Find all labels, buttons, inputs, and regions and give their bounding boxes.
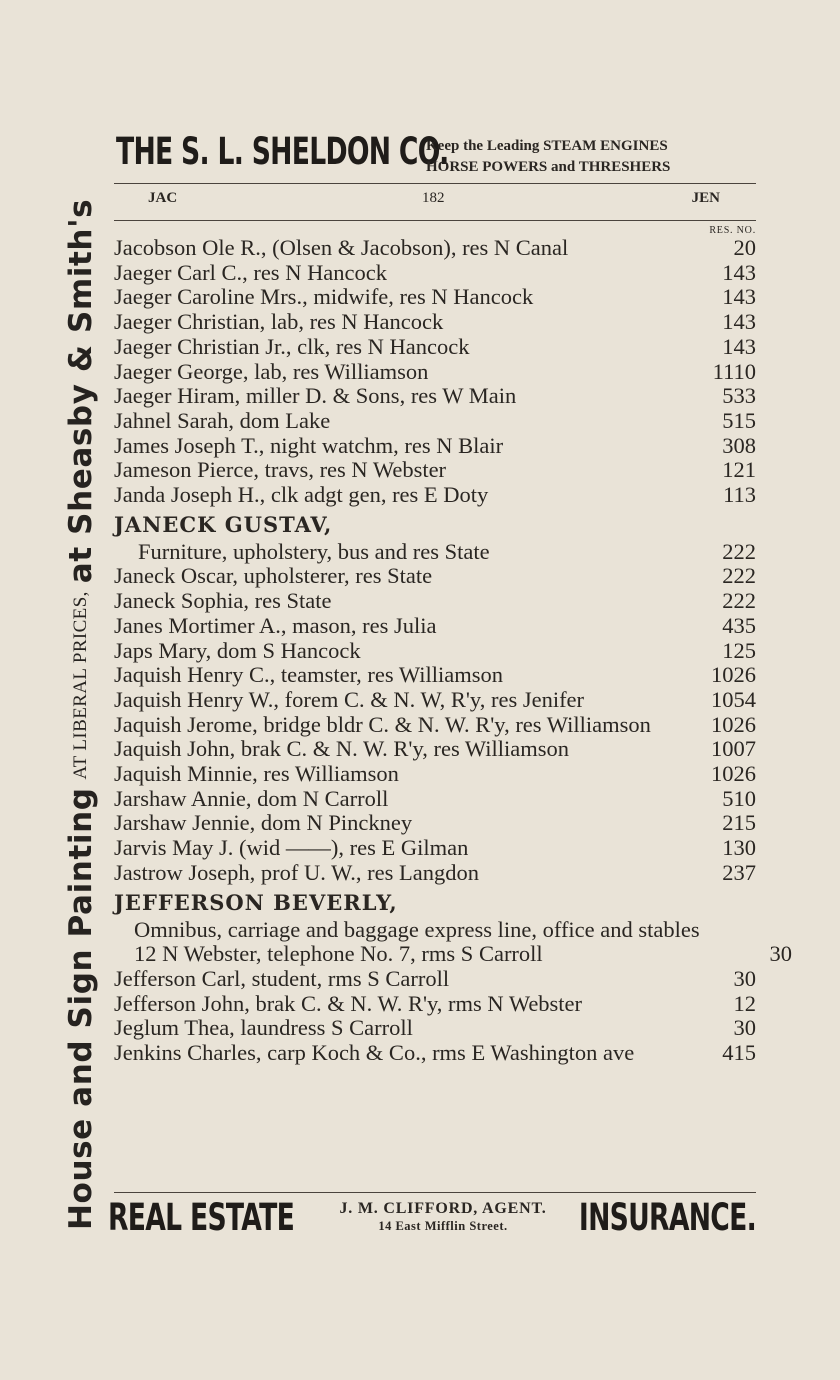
- list-item: [114, 360, 756, 385]
- running-head-rule: [114, 220, 756, 221]
- entry-text: Janeck Sophia, res State: [114, 588, 332, 614]
- list-item: [114, 1016, 756, 1041]
- list-item: [114, 310, 756, 335]
- entry-text: Jaeger Christian, lab, res N Hancock: [114, 309, 444, 335]
- directory-listing: [114, 235, 792, 1066]
- list-item: [114, 811, 756, 836]
- footer-rule: [114, 1192, 756, 1193]
- header-rule: [114, 183, 756, 184]
- res-number: 515: [722, 407, 756, 433]
- res-number: 20: [733, 235, 756, 260]
- entry-text: Jahnel Sarah, dom Lake: [114, 407, 331, 433]
- res-number: 415: [722, 1040, 756, 1066]
- entry-text: Janes Mortimer A., mason, res Julia: [114, 612, 437, 638]
- entry-text: James Joseph T., night watchm, res N Blair: [114, 432, 504, 458]
- entry-text: Jaquish Jerome, bridge bldr C. & N. W. R'y, res Williamson: [114, 711, 651, 737]
- entry-text: Janda Joseph H., clk adgt gen, res E Doty: [114, 482, 489, 508]
- entry-text: Jaeger Hiram, miller D. & Sons, res W Main: [114, 383, 517, 409]
- entry-text: Jaeger Carl C., res N Hancock: [114, 259, 388, 285]
- entry-text: Jameson Pierce, travs, res N Webster: [114, 457, 447, 483]
- list-item: [114, 335, 756, 360]
- res-number: 222: [722, 563, 756, 589]
- list-item: [114, 967, 756, 992]
- feature-entry-janeck: [114, 508, 756, 540]
- feature-desc: Omnibus, carriage and baggage express line, office and stables 12 N Webster, telephone No. 7, rms S Carroll: [134, 916, 700, 967]
- agent-name: J. M. CLIFFORD, AGENT.: [339, 1200, 547, 1217]
- header-tagline: [426, 136, 756, 178]
- res-number: 143: [722, 309, 756, 335]
- list-item: [114, 663, 756, 688]
- list-item: [114, 688, 756, 713]
- footer-advertisement: [108, 1196, 756, 1244]
- list-item: [114, 614, 756, 639]
- list-item: [114, 861, 756, 886]
- list-item: [114, 458, 756, 483]
- list-item: [114, 836, 756, 861]
- res-number: 222: [722, 588, 756, 614]
- entry-text: Jaquish Henry C., teamster, res Williamson: [114, 662, 503, 688]
- entry-text: Jenkins Charles, carp Koch & Co., rms E Washington ave: [114, 1040, 635, 1066]
- entry-text: Jaquish Henry W., forem C. & N. W, R'y, res Jenifer: [114, 686, 585, 712]
- entry-text: Jefferson John, brak C. & N. W. R'y, rms N Webster: [114, 990, 583, 1016]
- res-number: 1026: [711, 711, 756, 737]
- res-number: 435: [722, 612, 756, 638]
- entry-text: Janeck Oscar, upholsterer, res State: [114, 563, 433, 589]
- feature-entry-desc: [114, 916, 792, 967]
- entry-text: Jaeger Caroline Mrs., midwife, res N Hancock: [114, 284, 534, 310]
- list-item: [114, 409, 756, 434]
- side-ad-part-3: at Sheasby & Smith's: [63, 198, 99, 584]
- entry-text: Jarshaw Jennie, dom N Pinckney: [114, 810, 413, 836]
- tagline-line-2: HORSE POWERS and THRESHERS: [426, 159, 671, 175]
- list-item: [114, 639, 756, 664]
- res-number: 1026: [711, 761, 756, 787]
- footer-agent: [298, 1200, 588, 1234]
- entry-text: Jarshaw Annie, dom N Carroll: [114, 785, 389, 811]
- entry-text: Jarvis May J. (wid ——), res E Gilman: [114, 835, 469, 861]
- column-label: RES. NO.: [709, 225, 756, 236]
- list-item: [114, 737, 756, 762]
- res-number: 1007: [711, 736, 756, 762]
- list-item: [114, 992, 756, 1017]
- list-item: [114, 787, 756, 812]
- entry-text: Jeglum Thea, laundress S Carroll: [114, 1015, 413, 1041]
- res-number: 121: [722, 457, 756, 483]
- side-advertisement: [56, 110, 106, 1230]
- footer-left: REAL ESTATE: [108, 1196, 295, 1239]
- list-item: [114, 434, 756, 459]
- res-number: 222: [722, 538, 756, 564]
- res-number: 308: [722, 432, 756, 458]
- entry-text: Jaeger Christian Jr., clk, res N Hancock: [114, 333, 470, 359]
- feature-entry-desc: [114, 540, 756, 565]
- company-name: THE S. L. SHELDON CO.: [116, 130, 449, 173]
- feature-desc: Furniture, upholstery, bus and res State: [138, 538, 490, 564]
- res-number: 113: [723, 482, 756, 508]
- list-item: [114, 589, 756, 614]
- running-head-left: JAC: [148, 190, 178, 206]
- list-item: [114, 285, 756, 310]
- entry-text: Jaeger George, lab, res Williamson: [114, 358, 429, 384]
- entry-text: Japs Mary, dom S Hancock: [114, 637, 361, 663]
- list-item: [114, 713, 756, 738]
- entry-text: Jastrow Joseph, prof U. W., res Langdon: [114, 859, 479, 885]
- res-number: 143: [722, 333, 756, 359]
- res-number: 130: [722, 835, 756, 861]
- agent-address: 14 East Mifflin Street.: [378, 1219, 508, 1233]
- res-number: 1054: [711, 686, 756, 712]
- res-number: 1110: [712, 358, 756, 384]
- list-item: [114, 564, 756, 589]
- entry-text: Jaquish John, brak C. & N. W. R'y, res Williamson: [114, 736, 570, 762]
- res-number: 1026: [711, 662, 756, 688]
- feature-entry-jefferson: [114, 886, 756, 918]
- res-number: 510: [722, 785, 756, 811]
- entry-text: Jaquish Minnie, res Williamson: [114, 761, 399, 787]
- tagline-line-1: Keep the Leading STEAM ENGINES: [426, 138, 668, 154]
- footer-right: INSURANCE.: [578, 1196, 756, 1239]
- list-item: [114, 236, 756, 261]
- res-number: 143: [722, 259, 756, 285]
- list-item: [114, 384, 756, 409]
- side-ad-part-1: House and Sign Painting: [63, 787, 99, 1230]
- res-number: 215: [722, 810, 756, 836]
- page-number: 182: [422, 190, 445, 206]
- feature-name: JEFFERSON BEVERLY,: [114, 889, 398, 915]
- res-number: 143: [722, 284, 756, 310]
- entry-text: Jefferson Carl, student, rms S Carroll: [114, 965, 450, 991]
- running-head-right: JEN: [691, 190, 720, 206]
- res-number: 125: [722, 637, 756, 663]
- res-number: 533: [722, 383, 756, 409]
- list-item: [114, 261, 756, 286]
- list-item: [114, 762, 756, 787]
- header-advertisement: [116, 130, 756, 182]
- side-ad-part-2: AT LIBERAL PRICES,: [70, 591, 91, 780]
- res-number: 30: [769, 941, 792, 967]
- entry-text: Jacobson Ole R., (Olsen & Jacobson), res N Canal: [114, 235, 569, 260]
- feature-name: JANECK GUSTAV,: [114, 511, 333, 537]
- list-item: [114, 483, 756, 508]
- res-number: 12: [733, 990, 756, 1016]
- res-number: 237: [722, 859, 756, 885]
- res-number: 30: [733, 1015, 756, 1041]
- running-head: [114, 190, 756, 214]
- res-number: 30: [733, 965, 756, 991]
- list-item: [114, 1041, 756, 1066]
